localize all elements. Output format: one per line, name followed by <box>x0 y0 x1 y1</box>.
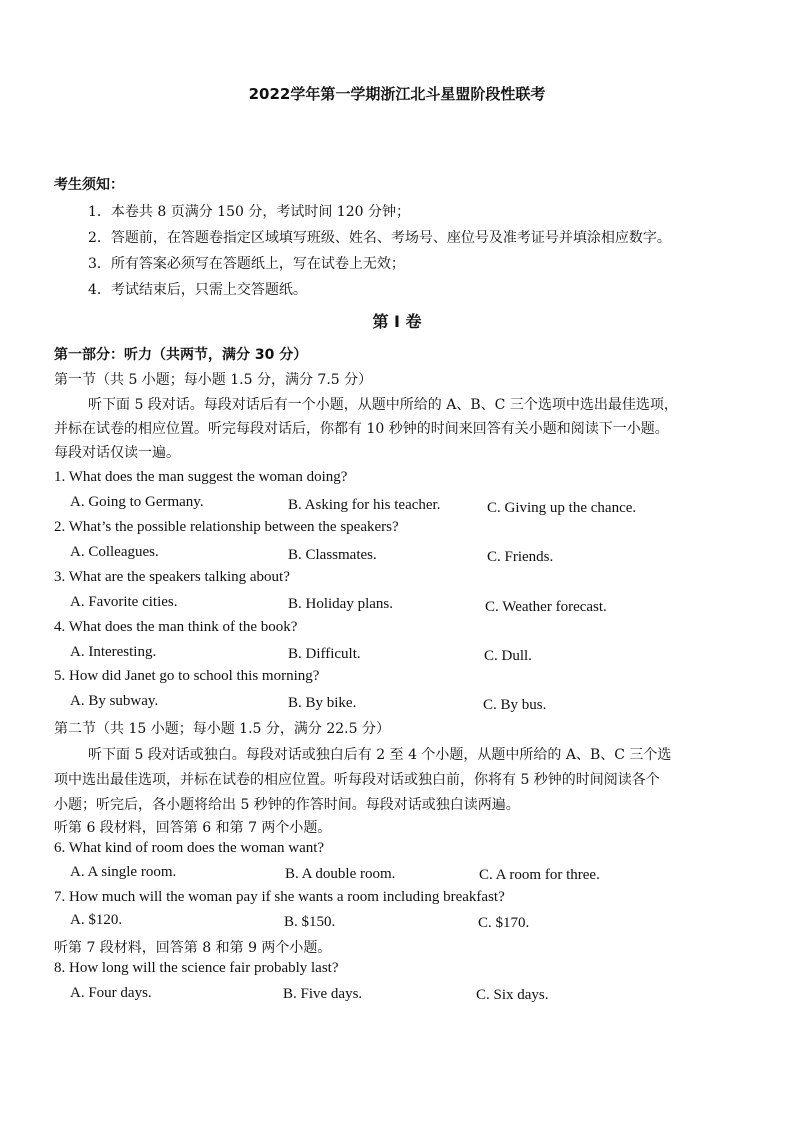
notice-item: 3．所有答案必须写在答题纸上，写在试卷上无效； <box>88 256 405 272</box>
option-c: C. $170. <box>478 915 530 931</box>
page-title: 2022学年第一学期浙江北斗星盟阶段性联考 <box>248 85 546 103</box>
option-c: C. A room for three. <box>479 867 600 883</box>
question-text: 4. What does the man think of the book? <box>54 619 298 635</box>
option-b: B. Classmates. <box>288 547 377 563</box>
option-b: B. A double room. <box>285 866 396 882</box>
option-b: B. Holiday plans. <box>288 596 393 612</box>
option-a: A. Colleagues. <box>70 544 159 560</box>
material-instruction: 听第 6 段材料，回答第 6 和第 7 两个小题。 <box>54 820 332 836</box>
option-a: A. Interesting. <box>70 644 157 660</box>
section2-heading: 第二节（共 15 小题；每小题 1.5 分，满分 22.5 分） <box>54 721 390 737</box>
option-c: C. Friends. <box>487 549 554 565</box>
section1-instruction: 并标在试卷的相应位置。听完每段对话后，你都有 10 秒钟的时间来回答有关小题和阅读下一小题。 <box>54 421 669 437</box>
part1-heading: 第一部分：听力（共两节，满分 30 分） <box>54 347 308 363</box>
question-text: 7. How much will the woman pay if she wants a room including breakfast? <box>54 889 505 905</box>
option-a: A. Four days. <box>70 985 152 1001</box>
section2-instruction: 听下面 5 段对话或独白。每段对话或独白后有 2 至 4 个小题，从题中所给的 A、B、C 三个选 <box>88 747 672 763</box>
option-b: B. $150. <box>284 914 336 930</box>
notice-item: 2．答题前，在答题卷指定区域填写班级、姓名、考场号、座位号及准考证号并填涂相应数字。 <box>88 230 671 246</box>
section2-instruction: 项中选出最佳选项，并标在试卷的相应位置。听每段对话或独白前，你将有 5 秒钟的时间阅读各个 <box>54 772 660 788</box>
question-text: 2. What’s the possible relationship between the speakers? <box>54 519 399 535</box>
option-a: A. By subway. <box>70 693 159 709</box>
option-a: A. Going to Germany. <box>70 494 204 510</box>
material-instruction: 听第 7 段材料，回答第 8 和第 9 两个小题。 <box>54 940 332 956</box>
option-c: C. Dull. <box>484 648 532 664</box>
option-b: B. Asking for his teacher. <box>288 497 441 513</box>
option-c: C. By bus. <box>483 697 547 713</box>
option-b: B. Difficult. <box>288 646 361 662</box>
section1-heading: 第一节（共 5 小题；每小题 1.5 分，满分 7.5 分） <box>54 372 373 388</box>
question-text: 1. What does the man suggest the woman doing? <box>54 469 348 485</box>
option-a: A. A single room. <box>70 864 177 880</box>
option-c: C. Weather forecast. <box>485 599 607 615</box>
option-c: C. Giving up the chance. <box>487 500 637 516</box>
option-b: B. By bike. <box>288 695 357 711</box>
option-c: C. Six days. <box>476 987 549 1003</box>
question-text: 8. How long will the science fair probably last? <box>54 960 339 976</box>
section1-instruction: 听下面 5 段对话。每段对话后有一个小题，从题中所给的 A、B、C 三个选项中选出最佳选项， <box>88 397 678 413</box>
notice-item: 4．考试结束后，只需上交答题纸。 <box>88 282 307 298</box>
volume-heading: 第 I 卷 <box>372 312 422 331</box>
option-b: B. Five days. <box>283 986 363 1002</box>
notice-item: 1．本卷共 8 页满分 150 分，考试时间 120 分钟； <box>88 204 410 220</box>
section2-instruction: 小题；听完后，各小题将给出 5 秒钟的作答时间。每段对话或独白读两遍。 <box>54 797 520 813</box>
question-text: 6. What kind of room does the woman want? <box>54 840 325 856</box>
question-text: 3. What are the speakers talking about? <box>54 569 290 585</box>
question-text: 5. How did Janet go to school this morning? <box>54 668 320 684</box>
option-a: A. $120. <box>70 912 123 928</box>
option-a: A. Favorite cities. <box>70 594 178 610</box>
section1-instruction: 每段对话仅读一遍。 <box>54 445 180 461</box>
notice-heading: 考生须知： <box>54 177 124 193</box>
